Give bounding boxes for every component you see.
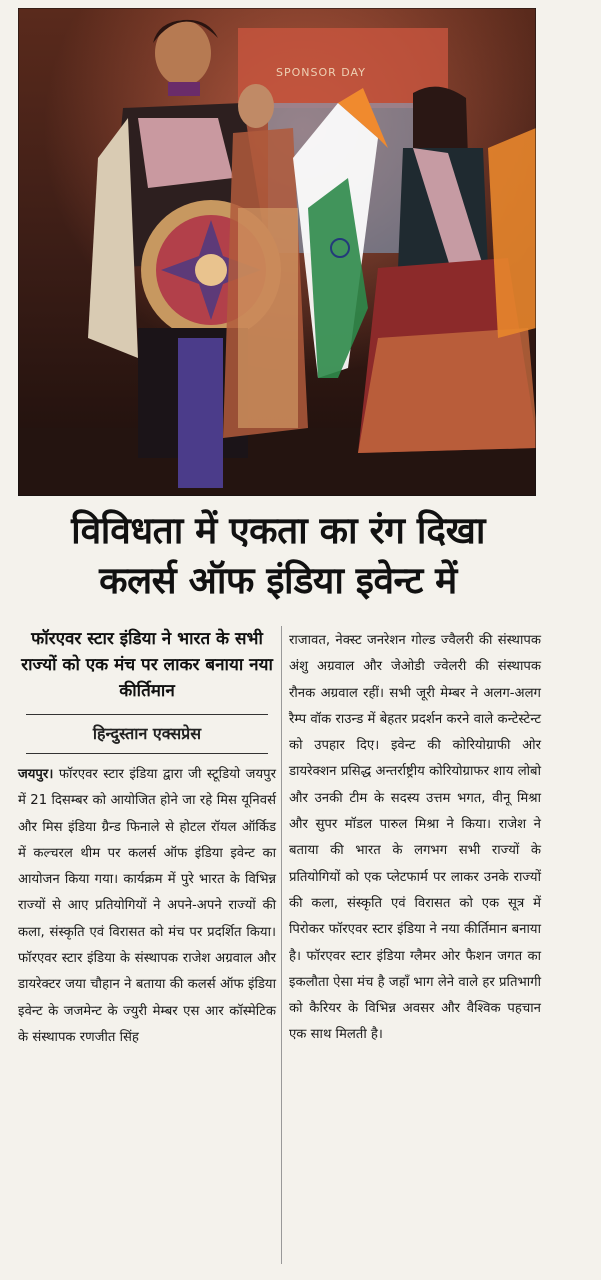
article-right-column [289, 628, 541, 1049]
dateline: जयपुर। [18, 767, 54, 782]
headline-line-1: विविधता में एकता का रंग दिखा [71, 509, 485, 552]
backdrop-sign-text: SPONSOR DAY [276, 66, 366, 79]
subheadline: फॉरएवर स्टार इंडिया ने भारत के सभी राज्यों को एक मंच पर लाकर बनाया नया कीर्तिमान [21, 629, 273, 701]
article-body-right: राजावत, नेक्स्ट जनरेशन गोल्ड ज्वैलरी की संस्थापक अंशु अग्रवाल और जेओडी ज्वेलरी की संस्थापक रौनक अग्रवाल रहीं। सभी जूरी मेम्बर ने अलग-अलग रैम्प वॉक राउन्ड में बेहतर प्रदर्शन करने वाले कन्टेस्टेन्ट को उपहार दिए। इवेन्ट की कोरियोग्राफी ओर डायरेक्शन प्रसिद्ध अन्तर्राष्ट्रीय कोरियोग्राफर शाय लोबो और उनकी टीम के सदस्य उत्तम भगत, वीनू मिश्रा और सुपर मॉडल पारुल मिश्रा ने किया। राजेश ने बताया की भारत के लगभग सभी राज्यों के प्रतियोगियों को एक प्लेटफार्म पर लाकर उनके राज्यों की कला, संस्कृति एवं विरासत को एक सूत्र में पिरोकर फॉरएवर स्टार इंडिया ने नया कीर्तिमान बनाया है। फॉरएवर स्टार इंडिया ग्लैमर ओर फैशन जगत का इकलौता ऐसा मंच है जहाँ भाग लेने वाले हर प्रतिभागी को कैरियर के विभिन्न अवसर और वैश्विक पहचान एक साथ मिलती है। [289, 633, 541, 1043]
runway-photo-illustration [18, 8, 536, 496]
article-left-column [18, 626, 276, 1051]
byline: हिन्दुस्तान एक्सप्रेस [92, 724, 202, 743]
headline [18, 506, 538, 606]
headline-line-2: कलर्स ऑफ इंडिया इवेन्ट में [99, 559, 457, 602]
column-divider [281, 626, 282, 1264]
article-body-left-text: फॉरएवर स्टार इंडिया द्वारा जी स्टूडियो जयपुर में 21 दिसम्बर को आयोजित होने जा रहे मिस यूनिवर्स और मिस इंडिया ग्रैन्ड फिनाले से होटल रॉयल ऑर्किड में कल्चरल थीम पर कलर्स ऑफ इंडिया इवेन्ट का आयोजन किया गया। कार्यक्रम में पुरे भारत के विभिन्न राज्यों से आए प्रतियोगियों ने अपने-अपने राज्यों की कला, संस्कृति एवं विरासत को मंच पर प्रदर्शित किया। फॉरएवर स्टार इंडिया के संस्थापक राजेश अग्रवाल और डायरेक्टर जया चौहान ने बताया की कलर्स ऑफ इंडिया इवेन्ट के जजमेन्ट के ज्युरी मेम्बर एस आर कॉस्मेटिक के संस्थापक रणजीत सिंह [18, 767, 276, 1045]
divider-rule [26, 753, 268, 754]
article-body-left [18, 762, 276, 1051]
event-photo [18, 8, 536, 496]
divider-rule [26, 714, 268, 715]
